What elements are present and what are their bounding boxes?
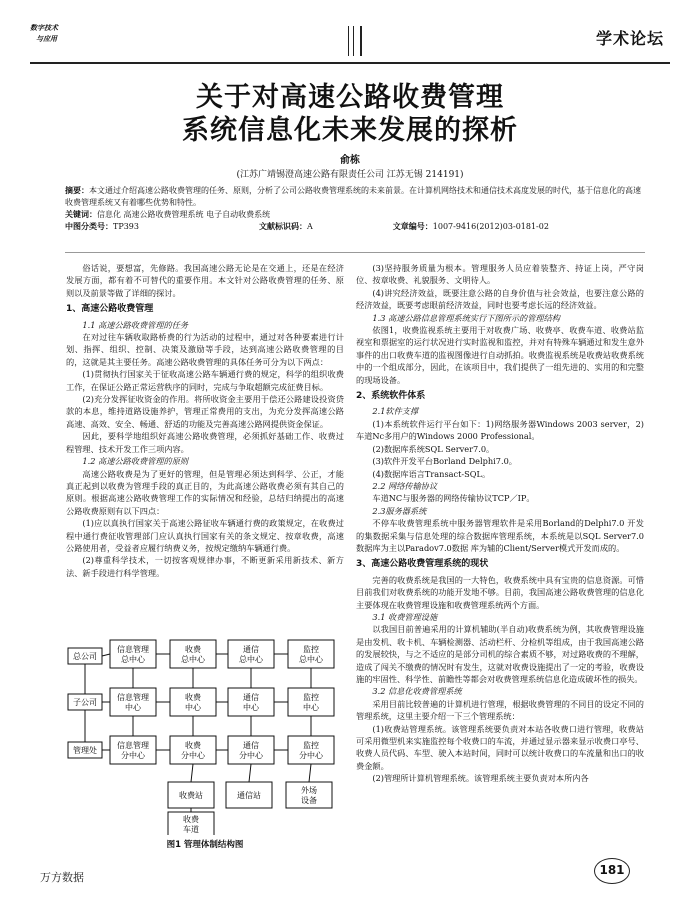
page-number: 181 <box>594 858 630 884</box>
keywords-text: 信息化 高速公路收费管理系统 电子自动收费系统 <box>97 210 271 219</box>
center-box-label: 中心 <box>303 703 319 712</box>
affiliation: (江苏广靖锡澄高速公路有限责任公司 江苏无锡 214191) <box>236 170 464 180</box>
article-number <box>393 221 589 233</box>
center-box-label: 监控 <box>303 741 319 750</box>
subsection-heading: 2.2 网络传输协议 <box>372 480 438 491</box>
org-box-label: 子公司 <box>73 698 97 707</box>
center-box-label: 分中心 <box>299 751 323 760</box>
paper-title-line1: 关于对高速公路收费管理 <box>196 82 504 113</box>
connector-line <box>102 654 110 656</box>
subsection-heading: 1.3 高速公路信息管理系统实行下图所示的管理结构 <box>372 312 560 323</box>
center-box-label: 通信 <box>243 645 259 654</box>
abstract-block <box>65 185 645 233</box>
paragraph: 因此，要科学地组织好高速公路收费管理，必须抓好基础工作、收费过程管理、技术开发工作三项内容。 <box>66 431 344 454</box>
paragraph: (2)数据库系统SQL Server7.0。 <box>372 443 495 454</box>
site-box-label: 通信站 <box>237 791 261 800</box>
header-divider <box>348 26 349 56</box>
site-box-label: 收费站 <box>179 791 203 800</box>
paragraph: 不停车收费管理系统中服务器管理软件是采用Borland的Delphi7.0 开发的集数据采集与信息处理的综合数据库管理系统，本系统是以SQL Server7.0 数据库为主以Paradov7.0数据 库为辅的Client/Server模式开发而成的。 <box>356 518 644 553</box>
clc-value: TP393 <box>113 222 139 231</box>
section-heading: 1、高速公路收费管理 <box>66 304 154 315</box>
site-box-label: 外场 <box>301 786 317 795</box>
center-box-label: 总中心 <box>121 655 145 664</box>
paragraph: 完善的收费系统是我国的一大特色，收费系统中具有宝贵的信息资源。可惜目前我们对收费系统的功能开发地不够。目前，我国高速公路收费管理的信息化主要体现在收费管理设施和收费管理系统两个方面。 <box>356 574 644 610</box>
journal-tag-line2: 与应用 <box>36 34 57 43</box>
paragraph: 采用目前比较普遍的计算机进行管理，根据收费管理的不同目的设定不同的管理系统，这里主要介绍一下三个管理系统： <box>356 698 644 722</box>
section-label: 学术论坛 <box>595 29 664 48</box>
database-watermark: 万方数据 <box>40 871 84 884</box>
paragraph: (3)坚持服务质量为根本。管理服务人员应着装整齐、持证上岗，严守岗位、按章收费、礼貌服务、文明待人。 <box>356 263 644 286</box>
page-header <box>30 22 670 64</box>
paragraph: 以我国目前普遍采用的计算机辅助(半自动)收费系统为例，其收费管理设施是由发机、收卡机、车辆检测器、活动栏杆、分检机等组成，由于我国高速公路的发展较快，与之不适应的是部分司机的综合素质不够，对过路收费的不理解，造成了闯关不缴费的情况时有发生，这就对收费设施提出了一定的考验，收费设施的牢固性、科学性、前瞻性等都会对收费管理系统信息化造成破坏性的损失。 <box>356 624 644 684</box>
right-column <box>356 262 644 785</box>
center-box-label: 通信 <box>243 741 259 750</box>
center-box-label: 收费 <box>185 693 201 702</box>
classification-row <box>65 221 645 233</box>
journal-tag-line1: 数字技术 <box>30 23 58 32</box>
center-box-label: 信息管理 <box>117 645 149 654</box>
subsection-heading: 2.1软件支撑 <box>372 406 419 417</box>
paragraph: (2)尊重科学技术，一切按客观规律办事，不断更新采用新技术、新方法、新手段进行科学管理。 <box>66 555 344 578</box>
author: 俞栋 <box>340 155 360 166</box>
center-box-label: 收费 <box>185 645 201 654</box>
center-box-label: 总中心 <box>299 655 323 664</box>
abstract <box>65 185 645 209</box>
paragraph: (2)充分发挥征收资金的作用。将所收资金主要用于偿还公路建设投资贷款的本息，维持道路设施养护，管理正常费用的支出，为充分发挥高速公路高速、高效、安全、畅通、舒适的功能及完善高速公路网提供资金保证。 <box>66 394 344 429</box>
management-structure-diagram <box>66 630 344 835</box>
left-column <box>66 262 344 579</box>
center-box-label: 总中心 <box>239 655 263 664</box>
subsection-heading: 1.2 高速公路收费管理的原则 <box>82 456 189 467</box>
center-box-label: 监控 <box>303 693 319 702</box>
figure-1 <box>66 630 344 852</box>
paragraph: (4)数据库语言Transact-SQL。 <box>372 468 491 479</box>
paragraph: (1)本系统软件运行平台如下：1)网络服务器Windows 2003 server，2)车道Nc多用户的Windows 2000 Professional。 <box>356 418 644 442</box>
center-box-label: 中心 <box>185 703 201 712</box>
paragraph: 依图1，收费监视系统主要用于对收费广场、收费亭、收费车道、收费站监视室和票据室的运行状况进行实时监视和监控，并对有特殊车辆通过和发生意外事件的出口收费车道的监视图像进行自动抓拍。收费监视系统是收费站收费系统中的一个组成部分，因此，在该项目中，我们提供了一组先进的、实用的和完整的现场设备。 <box>356 325 644 385</box>
clc-label: 中图分类号： <box>65 222 113 231</box>
paper-title-line2: 系统信息化未来发展的探析 <box>182 115 518 146</box>
article-label: 文章编号： <box>392 222 433 231</box>
connector-line <box>191 764 193 782</box>
center-box-label: 总中心 <box>181 655 205 664</box>
section-heading: 3、高速公路收费管理系统的现状 <box>356 559 489 570</box>
connector-line <box>309 764 311 782</box>
site-box-label: 设备 <box>301 796 317 805</box>
org-box-label: 管理处 <box>73 746 97 755</box>
doc-code <box>259 221 353 233</box>
paragraph: 俗话说，要想富，先修路。我国高速公路无论是在交通上，还是在经济发展方面，都有着不可替代的重要作用。本文针对公路收费管理的任务、原则以及前景等做了详细的探讨。 <box>66 263 344 298</box>
abstract-label: 摘要： <box>65 186 89 195</box>
paragraph: (3)软件开发平台Borland Delphi7.0。 <box>372 456 517 467</box>
center-box-label: 信息管理 <box>117 693 149 702</box>
paragraph: (2)管理所计算机管理系统。该管理系统主要负责对本所内各 <box>372 773 589 784</box>
article-value: 1007-9416(2012)03-0181-02 <box>432 222 549 231</box>
journal-tag <box>30 22 76 48</box>
subsection-heading: 3.1 收费管理设施 <box>372 611 438 622</box>
doc-label: 文献标识码： <box>259 222 307 231</box>
paragraph: 高速公路收费是为了更好的管理，但是管理必须达到科学、公正，才能真正起到以收费为管理手段的真正目的，为此高速公路收费必须有其自己的原则。根据高速公路收费管理工作的实际情况和经验，总结归纳提出的高速公路收费原则有以下四点： <box>66 468 344 516</box>
abstract-text: 本文通过介绍高速公路收费管理的任务、原则，分析了公司公路收费管理系统的未来前景。在计算机网络技术和通信技术高度发展的时代，基于信息化的高速收费管理系统又有着哪些优势和特性。 <box>65 186 641 207</box>
center-box-label: 通信 <box>243 693 259 702</box>
paragraph: (4)讲究经济效益，既要注意公路的自身价值与社会效益，也要注意公路的经济效益，既要考虑眼前经济效益，同时也要考虑长远的经济效益。 <box>356 287 644 311</box>
abstract-separator <box>65 252 645 253</box>
center-box-label: 监控 <box>303 645 319 654</box>
center-box-label: 收费 <box>185 741 201 750</box>
section-heading: 2、系统软件体系 <box>356 391 426 402</box>
lane-box-label: 收费 <box>183 815 199 824</box>
doc-value: A <box>307 222 313 231</box>
figure-caption: 图1 管理体制结构图 <box>166 840 244 850</box>
subsection-heading: 2.3服务器系统 <box>372 505 427 516</box>
center-box-label: 中心 <box>125 703 141 712</box>
paragraph: (1)应以真执行国家关于高速公路征收车辆通行费的政策规定，在收费过程中通行费征收管理部门应认真执行国家有关的条文规定、按章收费，高速公路使用者，受益者应履行纳费义务，按规定缴纳车辆通行费。 <box>66 518 344 553</box>
subsection-heading: 1.1 高速公路收费管理的任务 <box>82 319 189 330</box>
keywords <box>65 209 645 221</box>
center-box-label: 分中心 <box>181 751 205 760</box>
paragraph: (1)贯彻执行国家关于征收高速公路车辆通行费的规定，科学的组织收费工作，在保证公路正常运营秩序的同时，完成与争取超额完成征费目标。 <box>66 369 344 392</box>
paragraph: 在对过往车辆收取路桥费的行为活动的过程中，通过对各种要素进行计划、指挥、组织、控制、决策及激励等手段，达到高速公路收费管理的目的，这就是其主要任务。高速公路收费管理的具体任务可分为以下两点： <box>66 332 344 367</box>
subsection-heading: 3.2 信息化收费管理系统 <box>372 686 462 697</box>
lane-box-label: 车道 <box>183 825 199 834</box>
center-box-label: 中心 <box>243 703 259 712</box>
header-rule <box>30 62 670 64</box>
connector-line <box>249 764 251 782</box>
center-box-label: 分中心 <box>121 751 145 760</box>
org-box-label: 总公司 <box>73 652 97 661</box>
keywords-label: 关键词： <box>65 210 97 219</box>
center-box-label: 分中心 <box>239 751 263 760</box>
clc <box>65 221 179 233</box>
header-divider <box>360 26 362 56</box>
center-box-label: 信息管理 <box>117 741 149 750</box>
header-divider <box>353 26 354 56</box>
paragraph: 车道NC与服务器的网络传输协议TCP／IP。 <box>372 493 535 504</box>
paragraph: (1)收费站管理系统。该管理系统要负责对本站各收费口进行管理，收费站可采用微型机来实施监控每个收费口的车流，并通过显示器来显示收费口亭号、收费人员代码、车型、驶入本站时间，同时可以统计收费口的车流量和出口的收费金额。 <box>356 723 644 771</box>
